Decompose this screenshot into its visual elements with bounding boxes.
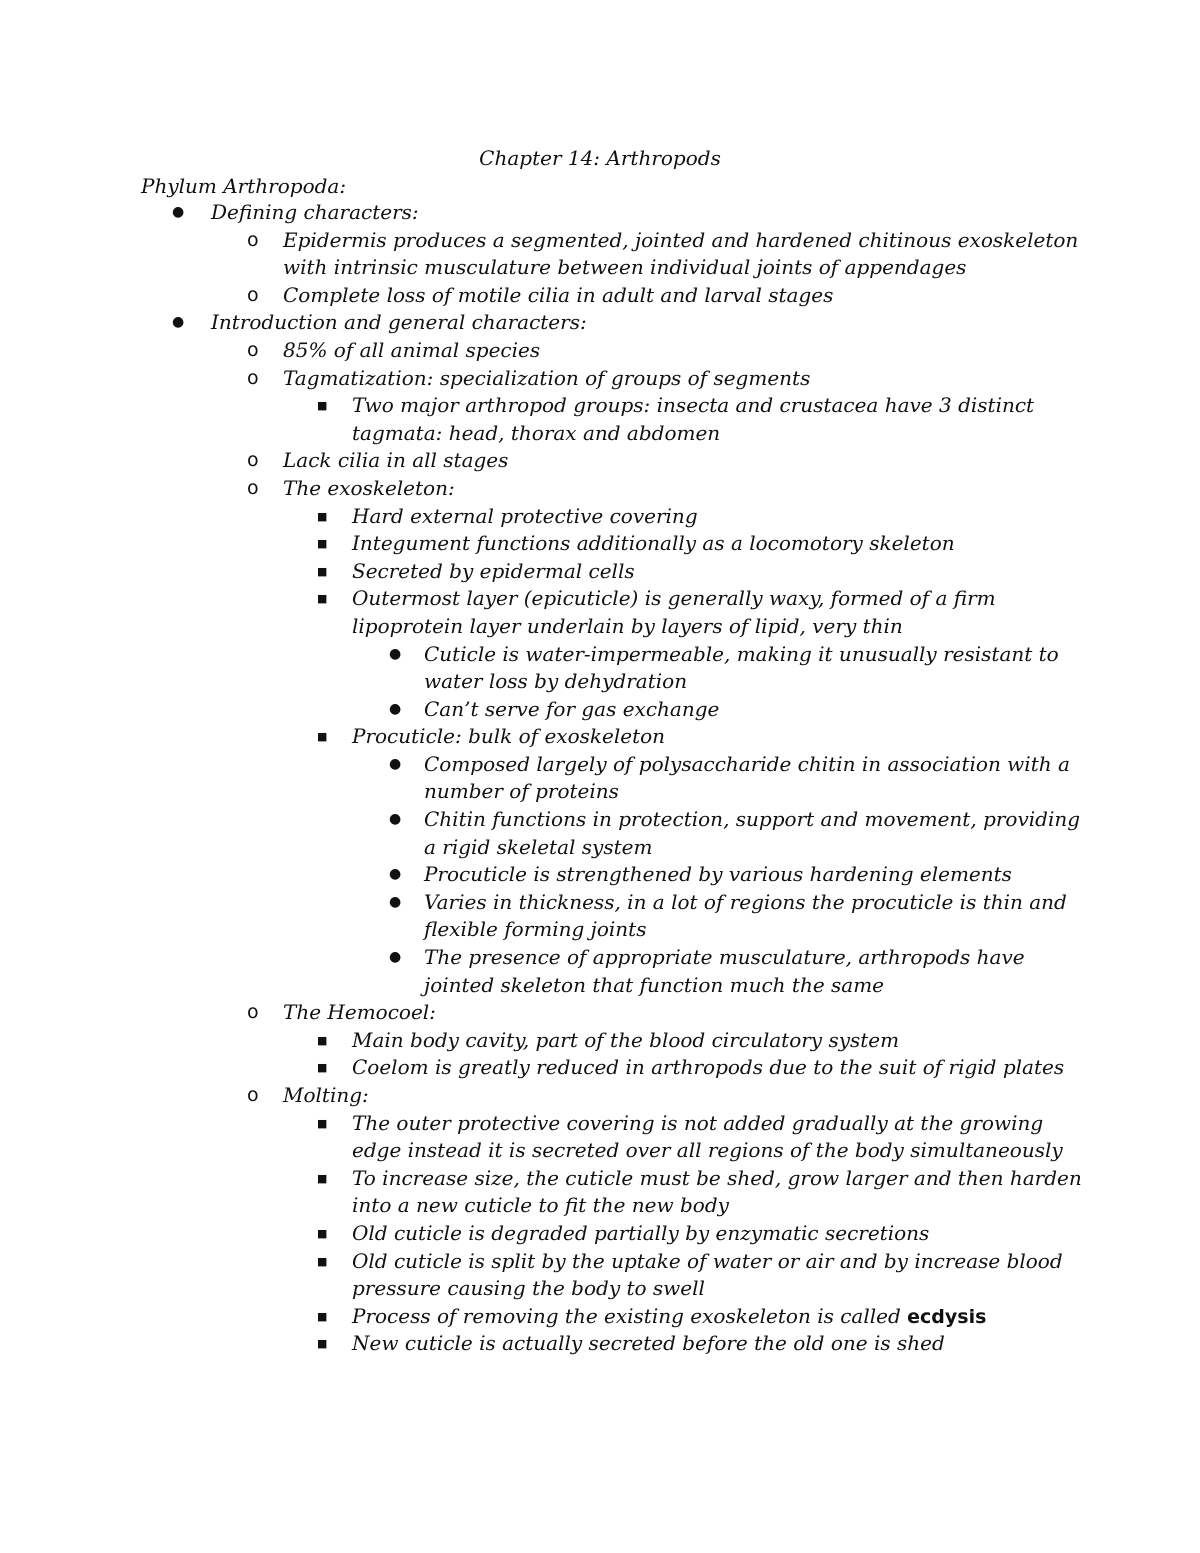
list-item-continuation [0,1275,1200,1303]
list-item [0,723,1200,751]
item-text: jointed skeleton that function much the same [424,972,885,997]
list-item [0,585,1200,613]
square-bullet-icon: ■ [317,564,328,578]
list-item-continuation [0,916,1200,944]
list-item [0,1082,1200,1110]
list-item [0,282,1200,310]
item-text: Defining characters: [211,200,419,224]
list-item-continuation [0,834,1200,862]
square-bullet-icon: ■ [317,1116,328,1130]
circle-bullet-icon: o [247,1001,259,1024]
item-text: Can’t serve for gas exchange [424,696,720,721]
list-item [0,447,1200,475]
item-text: Secreted by epidermal cells [352,558,635,583]
disc-bullet-icon: ● [389,893,402,910]
item-text: Old cuticle is split by the uptake of water or air and by increase blood [352,1248,1063,1273]
list-item [0,641,1200,669]
disc-bullet-icon: ● [389,645,402,662]
item-text: Main body cavity, part of the blood circulatory system [352,1027,900,1052]
item-text: Introduction and general characters: [211,310,587,335]
list-item [0,1165,1200,1193]
list-item-continuation [0,420,1200,448]
item-text: Tagmatization: specialization of groups of segments [283,365,811,390]
disc-bullet-icon: ● [389,949,402,966]
square-bullet-icon: ■ [317,730,328,744]
item-text: Procuticle is strengthened by various hardening elements [424,862,1012,887]
item-text: Composed largely of polysaccharide chitin in association with a [424,751,1070,776]
disc-bullet-icon: ● [172,314,185,331]
item-text: Varies in thickness, in a lot of regions the procuticle is thin and [424,889,1067,914]
square-bullet-icon: ■ [317,1337,328,1351]
item-text: Old cuticle is degraded partially by enzymatic secretions [352,1220,930,1245]
square-bullet-icon: ■ [317,509,328,523]
list-item-continuation [0,1192,1200,1220]
list-item [0,944,1200,972]
circle-bullet-icon: o [247,228,259,251]
item-text: pressure causing the body to swell [352,1276,705,1301]
outline-list [0,199,1200,1358]
item-text: Epidermis produces a segmented, jointed and hardened chitinous exoskeleton [283,227,1079,252]
item-text: Cuticle is water-impermeable, making it unusually resistant to [424,641,1059,666]
circle-bullet-icon: o [247,283,259,306]
list-item [0,1330,1200,1358]
disc-bullet-icon: ● [389,755,402,772]
list-item-continuation [0,1137,1200,1165]
list-item [0,1303,1200,1331]
item-text: Hard external protective covering [352,503,698,528]
list-item [0,1027,1200,1055]
item-text: To increase size, the cuticle must be shed, grow larger and then harden [352,1165,1082,1190]
list-item-continuation [0,668,1200,696]
item-text: New cuticle is actually secreted before the old one is shed [352,1331,945,1356]
list-item [0,558,1200,586]
square-bullet-icon: ■ [317,1033,328,1047]
circle-bullet-icon: o [247,338,259,361]
list-item-continuation [0,778,1200,806]
list-item [0,365,1200,393]
list-item [0,530,1200,558]
square-bullet-icon: ■ [317,1254,328,1268]
item-text: Integument functions additionally as a locomotory skeleton [352,531,955,556]
list-item [0,503,1200,531]
list-item [0,889,1200,917]
item-text: Complete loss of motile cilia in adult and larval stages [283,282,834,307]
item-text: number of proteins [424,779,619,804]
square-bullet-icon: ■ [317,399,328,413]
square-bullet-icon: ■ [317,1226,328,1240]
square-bullet-icon: ■ [317,592,328,606]
list-item [0,1248,1200,1276]
item-text: The Hemocoel: [283,1000,436,1025]
list-item [0,1220,1200,1248]
list-item [0,199,1200,227]
section-heading: Phylum Arthropoda: [141,174,347,198]
item-text: Outermost layer (epicuticle) is generally waxy, formed of a firm [352,586,996,611]
item-text: 85% of all animal species [283,337,541,362]
item-text: flexible forming joints [424,917,647,942]
item-text: Coelom is greatly reduced in arthropods due to the suit of rigid plates [352,1055,1065,1080]
disc-bullet-icon: ● [389,811,402,828]
item-text: tagmata: head, thorax and abdomen [352,420,721,445]
list-item [0,806,1200,834]
circle-bullet-icon: o [247,1084,259,1106]
square-bullet-icon: ■ [317,1309,328,1323]
list-item [0,475,1200,503]
circle-bullet-icon: o [247,476,259,499]
item-text: The presence of appropriate musculature, arthropods have [424,945,1025,970]
item-text: Two major arthropod groups: insecta and crustacea have 3 distinct [352,393,1035,418]
item-text: lipoprotein layer underlain by layers of lipid, very thin [352,613,903,638]
list-item [0,1054,1200,1082]
list-item [0,861,1200,889]
item-text: edge instead it is secreted over all regions of the body simultaneously [352,1138,1063,1163]
item-text: a rigid skeletal system [424,834,653,859]
item-text: The outer protective covering is not added gradually at the growing [352,1110,1044,1135]
list-item [0,696,1200,724]
square-bullet-icon: ■ [317,1061,328,1075]
list-item-continuation [0,972,1200,1000]
item-text: The exoskeleton: [283,475,455,500]
item-text: Chitin functions in protection, support and movement, providing [424,807,1081,832]
list-item-continuation [0,613,1200,641]
item-text: Lack cilia in all stages [283,448,509,473]
item-text: water loss by dehydration [424,669,688,694]
list-item [0,1110,1200,1138]
disc-bullet-icon: ● [389,866,402,883]
item-text: Procuticle: bulk of exoskeleton [352,724,666,749]
square-bullet-icon: ■ [317,1171,328,1185]
disc-bullet-icon: ● [172,204,185,220]
item-text: Molting: [283,1083,369,1107]
list-item [0,999,1200,1027]
disc-bullet-icon: ● [389,700,402,717]
item-text: into a new cuticle to fit the new body [352,1193,729,1218]
square-bullet-icon: ■ [317,537,328,551]
item-text: with intrinsic musculature between individual joints of appendages [283,255,967,280]
list-item [0,337,1200,365]
circle-bullet-icon: o [247,449,259,472]
circle-bullet-icon: o [247,366,259,389]
ecdysis-term: ecdysis [907,1305,987,1328]
list-item [0,227,1200,255]
item-text [352,1303,986,1332]
page-title: Chapter 14: Arthropods [479,146,721,170]
list-item-continuation [0,254,1200,282]
list-item [0,392,1200,420]
list-item [0,309,1200,337]
item-text-part: Process of removing the existing exoskeleton is called [352,1303,908,1328]
list-item [0,751,1200,779]
